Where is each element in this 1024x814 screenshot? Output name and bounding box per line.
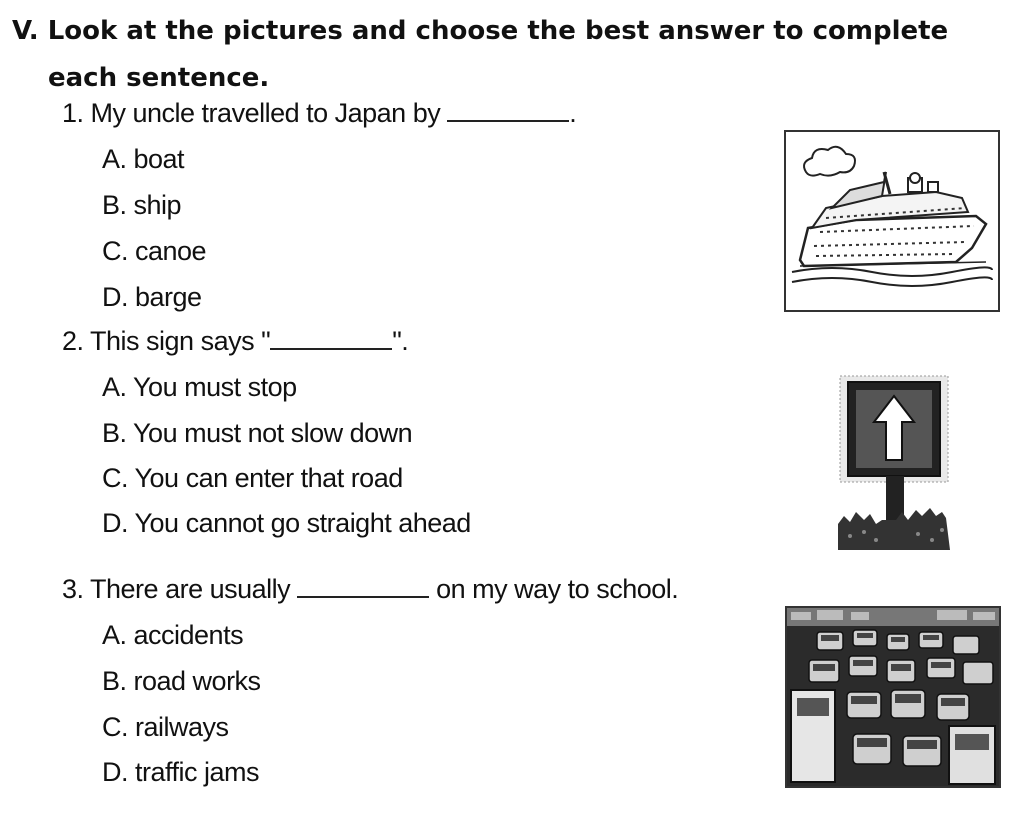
option-1a[interactable]: A. boat — [102, 144, 185, 174]
option-3c[interactable]: C. railways — [102, 712, 229, 742]
option-3d[interactable]: D. traffic jams — [102, 757, 260, 787]
sign-picture — [838, 374, 950, 550]
answer-blank — [270, 328, 392, 350]
answer-blank — [297, 576, 429, 598]
heading-line-2: each sentence. — [48, 63, 270, 93]
question-2 — [62, 326, 408, 357]
traffic-picture — [785, 606, 1001, 788]
question-1 — [62, 98, 576, 129]
up-arrow-sign-icon — [838, 374, 950, 550]
section-heading — [12, 8, 1012, 102]
question-1-text: 1. My uncle travelled to Japan by — [62, 98, 448, 128]
option-1d[interactable]: D. barge — [102, 282, 202, 312]
option-1c[interactable]: C. canoe — [102, 236, 207, 266]
option-3b[interactable]: B. road works — [102, 666, 261, 696]
option-1b[interactable]: B. ship — [102, 190, 182, 220]
ship-picture — [784, 130, 1000, 312]
answer-blank — [447, 100, 569, 122]
option-2d[interactable]: D. You cannot go straight ahead — [102, 508, 471, 538]
option-2a[interactable]: A. You must stop — [102, 372, 297, 402]
option-2c[interactable]: C. You can enter that road — [102, 463, 403, 493]
question-3-end: on my way to school. — [429, 574, 679, 604]
heading-line-1: V. Look at the pictures and choose the best answer to complete — [12, 16, 949, 46]
question-3 — [62, 574, 678, 605]
question-1-end: . — [569, 98, 577, 128]
option-3a[interactable]: A. accidents — [102, 620, 244, 650]
option-2b[interactable]: B. You must not slow down — [102, 418, 413, 448]
question-3-text: 3. There are usually — [62, 574, 298, 604]
ship-illustration-icon — [786, 132, 998, 310]
question-2-text: 2. This sign says " — [62, 326, 271, 356]
traffic-jam-icon — [787, 608, 999, 786]
question-2-end: ". — [392, 326, 409, 356]
